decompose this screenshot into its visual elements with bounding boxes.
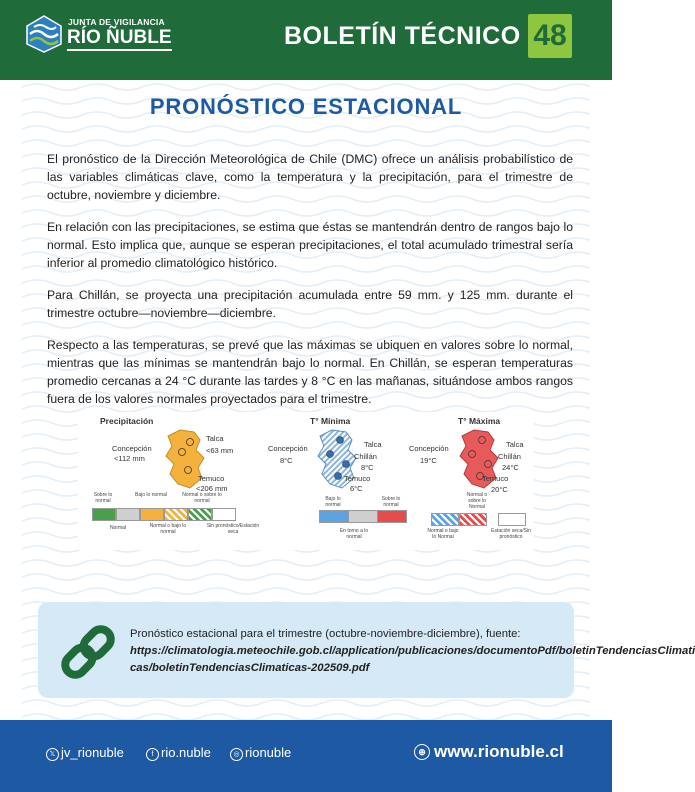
legend-swatch bbox=[348, 510, 378, 523]
forecast-maps-figure bbox=[78, 412, 534, 550]
instagram-handle[interactable] bbox=[230, 745, 291, 761]
website-link[interactable] bbox=[414, 742, 564, 762]
tmin-concepcion-label: Concepción bbox=[268, 444, 308, 453]
tmax-temuco-value: 20°C bbox=[491, 485, 508, 494]
instagram-handle-text: rionuble bbox=[245, 745, 292, 760]
paragraph-chillan-precip: Para Chillán, se proyecta una precipitación acumulada entre 59 mm. y 125 mm. durante el trimestre octubre—noviembre—diciembre. bbox=[47, 288, 573, 320]
legend-swatch bbox=[431, 513, 459, 526]
logo-name: RÍO ÑUBLE bbox=[67, 27, 172, 51]
tmin-temuco-value: 6°C bbox=[350, 484, 363, 493]
tmax-map-title: T° Máxima bbox=[458, 416, 501, 426]
paragraph-precipitation: En relación con las precipitaciones, se estima que éstas se mantendrán dentro de rangos bajo lo normal. Esto implica que, aunque se esperan precipitaciones, el total acumulado trimestral sería inferior al promedio climatológico histórico. bbox=[47, 220, 573, 270]
tmin-legend-label: Sobre lo normal bbox=[381, 496, 401, 508]
legend-swatch bbox=[188, 508, 212, 521]
tmax-chillan-label: Chillán bbox=[498, 452, 521, 461]
paragraph-intro: El pronóstico de la Dirección Meteorológica de Chile (DMC) ofrece un análisis probabilístico de las variables climáticas clave, como la temperatura y la precipitación, para el trimestre de octubre, noviembre y diciembre. bbox=[47, 152, 573, 202]
precip-talca-label: Talca bbox=[206, 434, 224, 443]
page-title: PRONÓSTICO ESTACIONAL bbox=[149, 94, 463, 119]
precip-talca-value: <63 mm bbox=[206, 446, 234, 455]
precip-temuco-label: Temuco bbox=[198, 474, 225, 483]
legend-swatch bbox=[319, 510, 349, 523]
precip-concepcion-label: Concepción bbox=[112, 444, 152, 453]
legend-swatch bbox=[377, 510, 407, 523]
logo-subtitle: JUNTA DE VIGILANCIA bbox=[68, 17, 165, 27]
precip-legend-label: Sin pronóstico/Estación seca bbox=[206, 523, 260, 535]
facebook-icon: f bbox=[146, 748, 159, 761]
tmin-temuco-label: Temuco bbox=[344, 474, 371, 483]
precip-concepcion-value: <112 mm bbox=[114, 454, 145, 463]
tmax-concepcion-value: 19°C bbox=[420, 456, 437, 465]
tmin-chillan-label: Chillán bbox=[354, 452, 377, 461]
facebook-handle[interactable] bbox=[146, 745, 211, 761]
tmin-map-title: T° Mínima bbox=[310, 416, 351, 426]
precip-temuco-value: <206 mm bbox=[196, 484, 228, 493]
legend-swatch bbox=[212, 508, 236, 521]
footer-bar bbox=[0, 720, 612, 792]
content-area bbox=[22, 80, 695, 720]
paragraph-temperature: Respecto a las temperaturas, se prevé que las máximas se ubiquen en valores sobre lo normal, mientras que las mínimas se mantendrán bajo lo normal. En Chillán, se esperan temperaturas promedio cercanas a 24 °C durante las tardes y 8 °C en las mañanas, situándose ambos rangos fuera de los valores normales proyectados para el trimestre. bbox=[47, 338, 573, 406]
tmax-legend-label: Normal o sobre lo Normal bbox=[466, 492, 488, 510]
tmax-concepcion-label: Concepción bbox=[409, 444, 449, 453]
precip-legend-label: Normal o bajo lo normal bbox=[149, 523, 187, 535]
tmin-legend-label: En torno a lo normal bbox=[339, 528, 369, 540]
globe-icon: ⊕ bbox=[414, 744, 430, 760]
bulletin-title: BOLETÍN TÉCNICO bbox=[284, 22, 521, 50]
tmax-chillan-value: 24°C bbox=[502, 463, 519, 472]
website-text: www.rionuble.cl bbox=[434, 742, 564, 761]
precip-legend-label: Sobre lo normal bbox=[93, 492, 113, 504]
legend-swatch bbox=[459, 513, 487, 526]
header-bar bbox=[0, 0, 612, 80]
link-icon bbox=[56, 620, 120, 684]
tmin-chillan-value: 8°C bbox=[361, 463, 374, 472]
source-url-link[interactable]: https://climatologia.meteochile.gob.cl/application/publicaciones/documentoPdf/boletinTendenciasClimati cas/boletinTendenciasClimaticas-202509.pdf bbox=[130, 645, 695, 674]
legend-swatch bbox=[116, 508, 140, 521]
instagram-icon: ◎ bbox=[230, 748, 243, 761]
tmax-legend-label: Estación seca/Sin pronóstico bbox=[491, 528, 531, 540]
legend-swatch bbox=[164, 508, 188, 521]
bulletin-number: 48 bbox=[528, 14, 572, 58]
tmin-concepcion-value: 8°C bbox=[280, 456, 293, 465]
source-intro: Pronóstico estacional para el trimestre (octubre-noviembre-diciembre), fuente: bbox=[130, 628, 521, 640]
logo bbox=[24, 14, 172, 54]
facebook-handle-text: rio.nuble bbox=[161, 745, 211, 760]
precip-legend-label: Normal o sobre lo normal bbox=[182, 492, 222, 504]
tmax-legend-label: Normal o bajo lo Normal bbox=[427, 528, 459, 540]
legend-swatch bbox=[140, 508, 164, 521]
twitter-handle-text: jv_rionuble bbox=[61, 745, 124, 760]
legend-swatch bbox=[498, 513, 526, 526]
x-twitter-icon: 𝕏 bbox=[46, 748, 59, 761]
link-text bbox=[130, 626, 695, 677]
tmin-legend-label: Bajo lo normal bbox=[325, 496, 341, 508]
tmax-talca-label: Talca bbox=[506, 440, 524, 449]
precip-map-title: Precipitación bbox=[100, 416, 154, 426]
tmax-temuco-label: Temuco bbox=[482, 474, 509, 483]
precip-legend-label: Bajo lo normal bbox=[135, 492, 167, 498]
source-link-box bbox=[38, 602, 695, 698]
legend-swatch bbox=[92, 508, 116, 521]
river-emblem-icon bbox=[24, 14, 64, 54]
precip-legend-label: Normal bbox=[109, 525, 127, 531]
tmin-talca-label: Talca bbox=[364, 440, 382, 449]
twitter-handle[interactable] bbox=[46, 745, 124, 761]
